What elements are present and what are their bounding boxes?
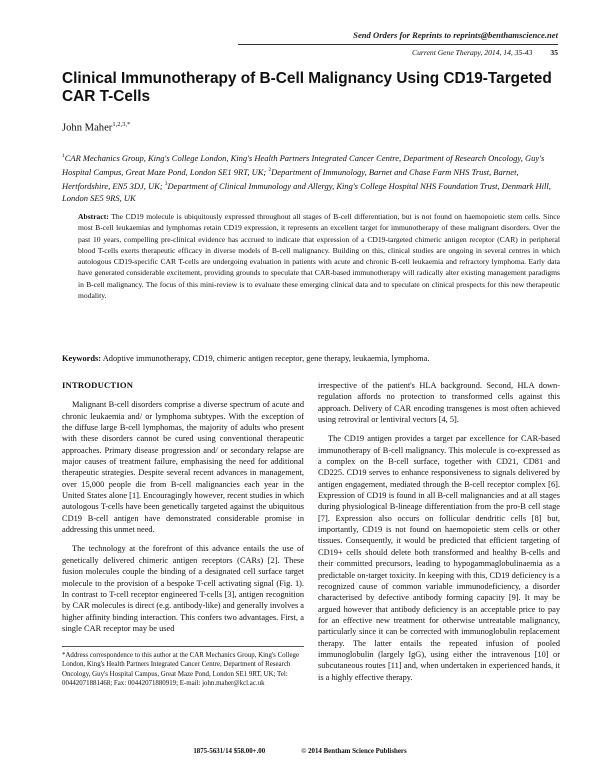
page-footer [0,748,600,755]
keywords [62,353,562,364]
page-number: 35 [550,48,558,57]
copyright: © 2014 Bentham Science Publishers [301,748,407,755]
keywords-text: Adoptive immunotherapy, CD19, chimeric antigen receptor, gene therapy, leukaemia, lymphoma. [101,354,430,363]
abstract-text: The CD19 molecule is ubiquitously expressed throughout all stages of B-cell differentiation, but is not found on haemopoietic stem cells. Since most B-cell leukaemias and lymphomas retain CD19 expression, it represents an excellent target for immunotherapy of these malignant disorders. Over the past 10 years, compelling pre-clinical evidence has accrued to indicate that expression of a CD19-targeted chimeric antigen receptor (CAR) in peripheral blood T-cells exerts therapeutic efficacy in diverse models of B-cell malignancy. Building on this, clinical studies are ongoing in several centres in which autologous CD19-specific CAR T-cells are undergoing evaluation in patients with acute and chronic B-cell leukaemia and refractory lymphoma. Early data have generated considerable excitement, providing grounds to speculate that CAR-based immunotherapy will radically alter existing management paradigms in B-cell malignancy. The focus of this mini-review is to evaluate these emerging clinical data and to speculate on clinical prospects for this new therapeutic modality. [78,212,560,300]
section-heading-introduction: INTRODUCTION [62,380,134,390]
affiliation-1-mark: 1 [62,153,65,159]
affiliations [62,150,562,205]
author-name: John Maher [62,122,113,134]
body-paragraph: irrespective of the patient's HLA background. Second, HLA down-regulation affords no protection to transformed cells against this approach. Delivery of CAR encoding transgenes is most often achieved using retroviral or lentiviral vectors [4, 5]. [318,381,560,425]
affiliation-2: Department of Immunology, Barnet and Chase Farm NHS Trust, Barnet, Hertfordshire, EN5 3DJ, UK; [62,166,519,192]
left-column [62,380,304,642]
abstract [78,211,560,301]
abstract-label: Abstract: [78,212,109,221]
affiliation-3-mark: 3 [164,181,168,188]
body-paragraph: Malignant B-cell disorders comprise a diverse spectrum of acute and chronic leukaemia and/ or lymphoma subtypes. With the exception of the diffuse large B-cell lymphomas, the majority of adults who present with these disorders cannot be cured using conventional therapeutic approaches. Primary disease progression and/ or secondary relapse are major causes of treatment failure, emphasising the need for additional therapeutic strategies. Despite several recent advances in management, over 15,000 people die from B-cell malignancies each year in the United States alone [1]. Encouragingly however, recent studies in which autologous T-cells have been genetically targeted against the ubiquitous CD19 B-cell antigen have demonstrated considerable promise in addressing this unmet need. [62,400,304,535]
body-paragraph: The technology at the forefront of this advance entails the use of genetically delivered chimeric antigen receptors (CARs) [2]. These fusion molecules couple the binding of a designated cell surface target molecule to the provision of a bespoke T-cell activating signal (Fig. 1). In contrast to T-cell receptor engineered T-cells [3], antigen recognition by CAR molecules is direct (e.g. antibody-like) and generally involves a higher affinity binding interaction. This confers two advantages. First, a single CAR receptor may be used [62,544,304,633]
right-column [318,380,560,691]
body-paragraph: The CD19 antigen provides a target par excellence for CAR-based immunotherapy of B-cell malignancy. This molecule is co-expressed as a complex on the B-cell surface, together with CD21, CD81 and CD225. CD19 serves to enhance responsiveness to signals delivered by antigen engagement, mediated through the B-cell receptor complex [6]. Expression of CD19 is found in all B-cell malignancies and at all stages during physiological B-lineage differentiation from the pro-B cell stage [7]. Expression also occurs on follicular dendritic cells [8] but, importantly, CD19 is not found on haemopoietic stem cells or other tissues. Consequently, it would be predicted that efficient targeting of CD19+ cells should delete both transformed and healthy B-cells and their committed precursors, leading to hypogammaglobulinaemia as a predictable on-target toxicity. In keeping with this, CD19 deficiency is a recognized cause of common variable immunodeficiency, a disorder characterised by defective antibody forming capacity [9]. It may be argued however that antibody deficiency is an acceptable price to pay for an effective new treatment for otherwise untreatable malignancy, particularly since it can be corrected with immunoglobulin replacement therapy. The latter entails the repeated infusion of pooled immunoglobulin (largely IgG), using either the intravenous [10] or subcutaneous routes [11] and, when undertaken in experienced hands, it is a highly effective therapy. [318,434,560,682]
journal-name: Current Gene Therapy, 2014, 14, 35-43 [412,48,533,57]
article-title: Clinical Immunotherapy of B-Cell Malignancy Using CD19-Targeted CAR T-Cells [62,70,552,105]
affiliation-1: CAR Mechanics Group, King's College London, King's Health Partners Integrated Cancer Centre, Department of Research Oncology, Guy's Hospital Campus, Great Maze Pond, London SE1 9RT, UK; [62,152,545,177]
affiliation-3: Department of Clinical Immunology and Allergy, King's College Hospital NHS Foundation Trust, Denmark Hill, London SE5 9RS, UK [62,181,551,204]
issn-price: 1875-5631/14 $58.00+.00 [193,748,266,755]
journal-citation [158,48,558,57]
affiliation-2-mark: 2 [268,167,272,174]
author-line [62,121,130,134]
correspondence-footnote: *Address correspondence to this author at the CAR Mechanics Group, King's College London, King's Health Partners Integrated Cancer Centre, Department of Research Oncology, Guy's Hospital Campus, Great Maze Pond, London SE1 9RT, UK; Tel: 00442071881468; Fax: 00442071880919; E-mail: john.maher@kcl.ac.uk [62,646,304,689]
reprints-notice: Send Orders for Reprints to reprints@benthamscience.net [238,30,558,45]
keywords-label: Keywords: [62,354,102,363]
author-affiliation-marks: 1,2,3,* [112,121,131,128]
